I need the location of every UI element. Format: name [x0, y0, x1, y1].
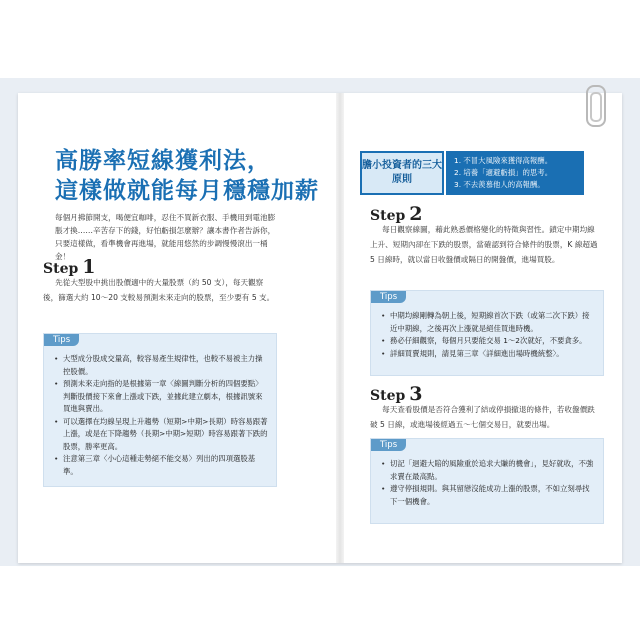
- tips-tag: Tips: [371, 439, 406, 451]
- tips-list-2: [381, 310, 595, 360]
- step3-number: 3: [409, 383, 423, 405]
- principle-item: 2. 培養「適避虧損」的思考。: [454, 168, 553, 177]
- tips-box-2: [370, 290, 604, 376]
- principle-item: 3. 不去羨慕他人的高報酬。: [454, 180, 545, 189]
- page-title-line1: 高勝率短線獲利法，: [55, 147, 271, 174]
- principles-list: [446, 151, 584, 195]
- principle-item: 1. 不冒大風險來獲得高報酬。: [454, 156, 553, 165]
- step3-text: 每天查看股價是否符合獲利了結或停損撤退的條件，若收盤價跌破 5 日線，或進場後經過五～七個交易日，就要出場。: [370, 405, 595, 429]
- step2-number: 2: [409, 203, 423, 225]
- step3-label: Step: [370, 388, 406, 404]
- principles-banner: [360, 151, 584, 195]
- tips-item: • 切記「迴避大賠的風險重於追求大賺的機會」，見好就收，不強求賣在最高點。: [381, 458, 595, 483]
- tips-box-1: [43, 333, 277, 487]
- tips-item: • 大型成分股成交量高，較容易產生規律性，也較不易被主力操控股價。: [54, 353, 268, 378]
- tips-tag: Tips: [371, 291, 406, 303]
- tips-item: • 務必仔細觀察，每個月只要能交易 1～2次就好，不要貪多。: [381, 335, 595, 348]
- tips-item: • 中期均線剛轉為朝上後，短期線首次下跌（或第二次下跌）接近中期線，之後再次上漲就是絕佳買進時機。: [381, 310, 595, 335]
- tips-item: • 遵守停損規則。與其留戀沒能成功上漲的股票，不如立刻尋找下一個機會。: [381, 483, 595, 508]
- tips-tag: Tips: [44, 334, 79, 346]
- step1-text: 先從大型股中挑出股價適中的大量股票（約 50 支），每天觀察後，篩選大約 10～20 支較易預測未來走向的股票，至少要有 5 支。: [43, 278, 275, 302]
- tips-item: • 預測未來走向指的是根據第一章〈線圖判斷分析的四個要點〉判斷股價接下來會上漲或下跌，並據此建立劇本，根據訊號來買進與賣出。: [54, 378, 268, 416]
- tips-box-3: [370, 438, 604, 524]
- step1-label: Step: [43, 261, 79, 277]
- tips-item: • 注意第三章〈小心這種走勢絕不能交易〉列出的四項選股基準。: [54, 453, 268, 478]
- step2-text: 每日觀察線圖，藉此熟悉價格變化的特徵與習性。鎖定中期均線上升、短期內卻在下跌的股票，當確認到符合條件的股票，K 線超過 5 日線時，就以當日收盤價或隔日的開盤價，進場買股。: [370, 225, 598, 264]
- tips-list-1: [54, 353, 268, 478]
- step2-label: Step: [370, 208, 406, 224]
- step1-number: 1: [82, 256, 96, 278]
- tips-item: • 可以選擇在均線呈現上升趨勢（短期>中期>長期）時容易跟著上漲，或是在下降趨勢（長期>中期>短期）時容易跟著下跌的股票，勝率更高。: [54, 416, 268, 454]
- paperclip-inner: [590, 92, 602, 122]
- tips-item: • 詳細買賣規則，請見第三章〈詳細進出場時機統整〉。: [381, 348, 595, 361]
- page-gutter: [336, 93, 344, 563]
- page-title-line2: 這樣做就能每月穩穩加薪: [55, 177, 319, 204]
- tips-list-3: [381, 458, 595, 508]
- intro-paragraph: 每個月拂節開支，喝便宜咖啡，忍住不買新衣服、手機用到電池膨脹才換……辛苦存下的錢，好怕虧損怎麼辦？讓本書作者告訴你，只要這樣做，看準機會再進場，就能用悠然的步調慢慢滾出一桶金！: [55, 213, 276, 261]
- principles-heading: 膽小投資者的三大原則: [360, 151, 444, 195]
